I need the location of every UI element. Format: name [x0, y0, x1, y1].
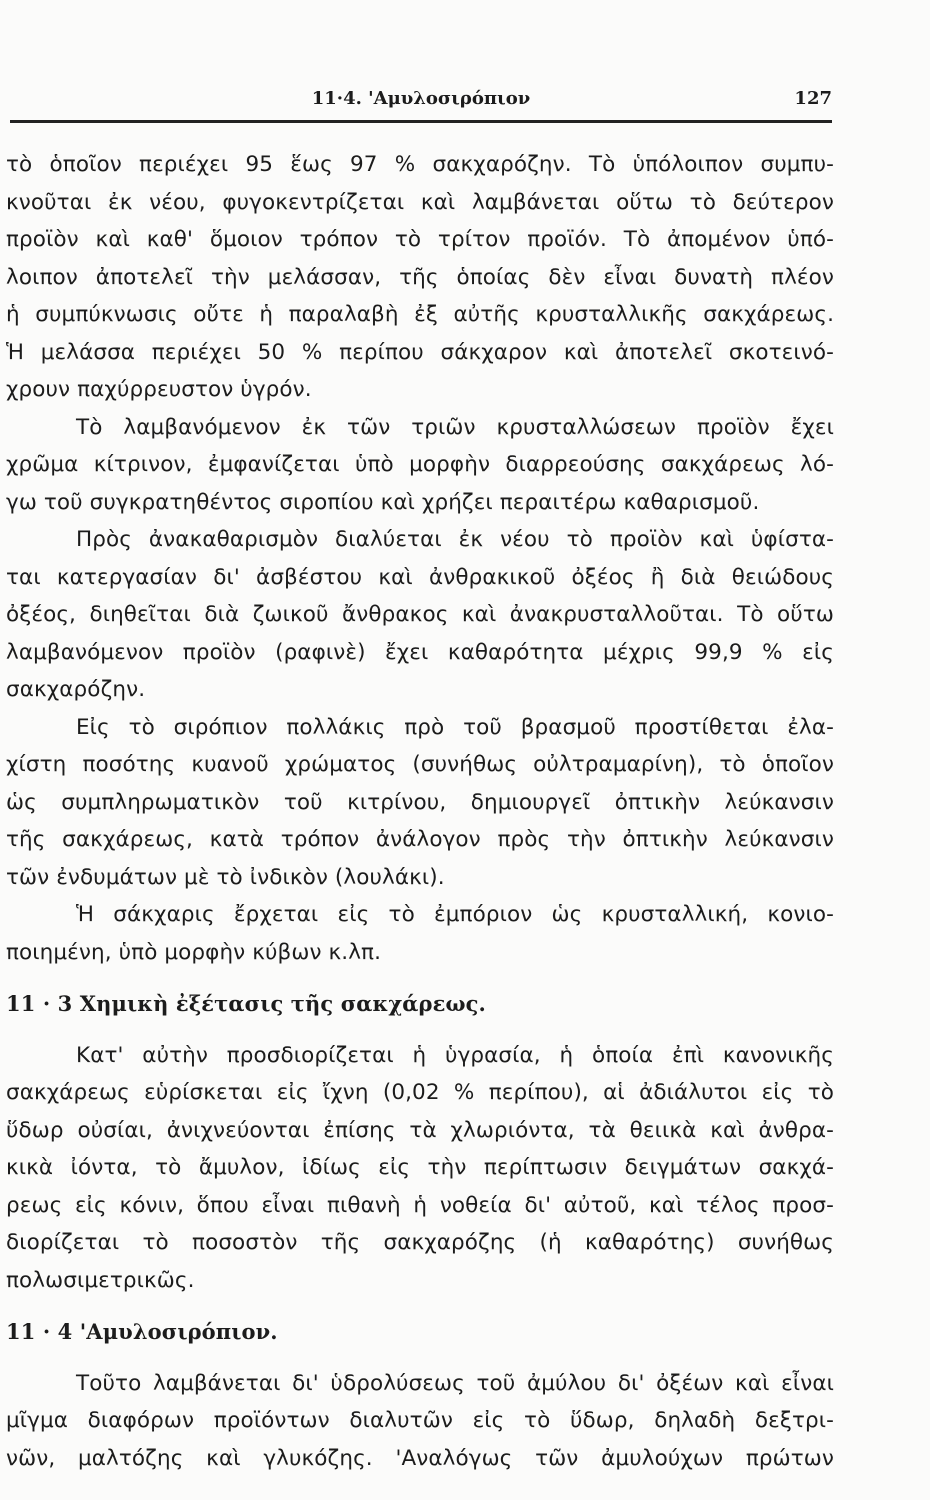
text-line: ὀξέος, διηθεῖται διὰ ζωικοῦ ἄνθρακος καὶ ἀνακρυσταλλοῦται. Τὸ οὕτω: [6, 602, 834, 627]
text-line: σακχάρεως εὑρίσκεται εἰς ἴχνη (0,02 % περίπου), αἱ ἀδιάλυτοι εἰς τὸ: [6, 1080, 834, 1105]
running-head: [10, 86, 832, 116]
text-line: τῶν ἐνδυμάτων μὲ τὸ ἰνδικὸν (λουλάκι).: [6, 864, 445, 890]
text-line: Ἡ μελάσσα περιέχει 50 % περίπου σάκχαρον καὶ ἀποτελεῖ σκοτεινό-: [6, 339, 834, 365]
text-line: διορίζεται τὸ ποσοστὸν τῆς σακχαρόζης (ἡ καθαρότης) συνήθως: [6, 1230, 834, 1255]
paragraph: [6, 521, 834, 709]
text-line: προϊὸν καὶ καθ' ὅμοιον τρόπον τὸ τρίτον προϊόν. Τὸ ἀπομένον ὑπό-: [6, 227, 834, 252]
text-line: ται κατεργασίαν δι' ἀσβέστου καὶ ἀνθρακικοῦ ὀξέος ἢ διὰ θειώδους: [6, 564, 834, 590]
text-line: χίστη ποσότης κυανοῦ χρώματος (συνήθως οὐλτραμαρίνη), τὸ ὁποῖον: [6, 752, 834, 777]
text-line: ποιημένη, ὑπὸ μορφὴν κύβων κ.λπ.: [6, 939, 381, 965]
text-line: ὕδωρ οὐσίαι, ἀνιχνεύονται ἐπίσης τὰ χλωριόντα, τὰ θειικὰ καὶ ἀνθρα-: [6, 1117, 834, 1143]
text-line: γω τοῦ συγκρατηθέντος σιροπίου καὶ χρήζει περαιτέρω καθαρισμοῦ.: [6, 489, 760, 515]
text-line: ἡ συμπύκνωσις οὔτε ἡ παραλαβὴ ἐξ αὐτῆς κρυσταλλικῆς σακχάρεως.: [6, 302, 834, 327]
text-line: χρουν παχύρρευστον ὑγρόν.: [6, 377, 312, 402]
text-line: κικὰ ἰόντα, τὸ ἄμυλον, ἰδίως εἰς τὴν περίπτωσιν δειγμάτων σακχά-: [6, 1155, 834, 1180]
text-line: Ἡ σάκχαρις ἔρχεται εἰς τὸ ἐμπόριον ὡς κρυσταλλική, κονιο-: [76, 902, 834, 927]
body-text: [6, 146, 834, 1477]
text-line: λοιπον ἀποτελεῖ τὴν μελάσσαν, τῆς ὁποίας δὲν εἶναι δυνατὴ πλέον: [6, 264, 834, 290]
section-heading: 11 · 3 Χημικὴ ἐξέτασις τῆς σακχάρεως.: [6, 991, 486, 1016]
section-heading: 11 · 4 'Αμυλοσιρόπιον.: [6, 1319, 278, 1344]
paragraph: [6, 1365, 834, 1478]
text-line: τῆς σακχάρεως, κατὰ τρόπον ἀνάλογον πρὸς τὴν ὀπτικὴν λεύκανσιν: [6, 827, 834, 852]
text-line: σακχαρόζην.: [6, 677, 146, 702]
text-line: ρεως εἰς κόνιν, ὅπου εἶναι πιθανὴ ἡ νοθεία δι' αὐτοῦ, καὶ τέλος προσ-: [6, 1192, 834, 1218]
text-line: μῖγμα διαφόρων προϊόντων διαλυτῶν εἰς τὸ ὕδωρ, δηλαδὴ δεξτρι-: [6, 1408, 834, 1433]
header-rule: [10, 120, 832, 123]
paragraph: [6, 146, 834, 409]
text-line: λαμβανόμενον προϊὸν (ραφινὲ) ἔχει καθαρότητα μέχρις 99,9 % εἰς: [6, 639, 834, 665]
text-line: Εἰς τὸ σιρόπιον πολλάκις πρὸ τοῦ βρασμοῦ προστίθεται ἐλα-: [76, 714, 834, 740]
text-line: ὡς συμπληρωματικὸν τοῦ κιτρίνου, δημιουργεῖ ὀπτικὴν λεύκανσιν: [6, 789, 834, 815]
text-line: Τὸ λαμβανόμενον ἐκ τῶν τριῶν κρυσταλλώσεων προϊὸν ἔχει: [76, 414, 834, 440]
text-line: χρῶμα κίτρινον, ἐμφανίζεται ὑπὸ μορφὴν διαρρεούσης σακχάρεως λό-: [6, 452, 834, 477]
paragraph: [6, 409, 834, 522]
paragraph: [6, 896, 834, 971]
paragraph: [6, 709, 834, 897]
paragraph: [6, 1037, 834, 1300]
running-title: 11·4. 'Αμυλοσιρόπιον: [311, 88, 531, 109]
text-line: Κατ' αὐτὴν προσδιορίζεται ἡ ὑγρασία, ἡ ὁποία ἐπὶ κανονικῆς: [76, 1042, 834, 1068]
text-line: Πρὸς ἀνακαθαρισμὸν διαλύεται ἐκ νέου τὸ προϊὸν καὶ ὑφίστα-: [76, 527, 834, 552]
text-line: κνοῦται ἐκ νέου, φυγοκεντρίζεται καὶ λαμβάνεται οὕτω τὸ δεύτερον: [6, 189, 834, 215]
page-number: 127: [794, 88, 832, 109]
text-line: νῶν, μαλτόζης καὶ γλυκόζης. 'Αναλόγως τῶν ἀμυλούχων πρώτων: [6, 1445, 834, 1471]
text-line: πολωσιμετρικῶς.: [6, 1267, 195, 1293]
text-line: Τοῦτο λαμβάνεται δι' ὑδρολύσεως τοῦ ἀμύλου δι' ὀξέων καὶ εἶναι: [76, 1370, 834, 1396]
text-line: τὸ ὁποῖον περιέχει 95 ἕως 97 % σακχαρόζην. Τὸ ὑπόλοιπον συμπυ-: [6, 152, 834, 177]
